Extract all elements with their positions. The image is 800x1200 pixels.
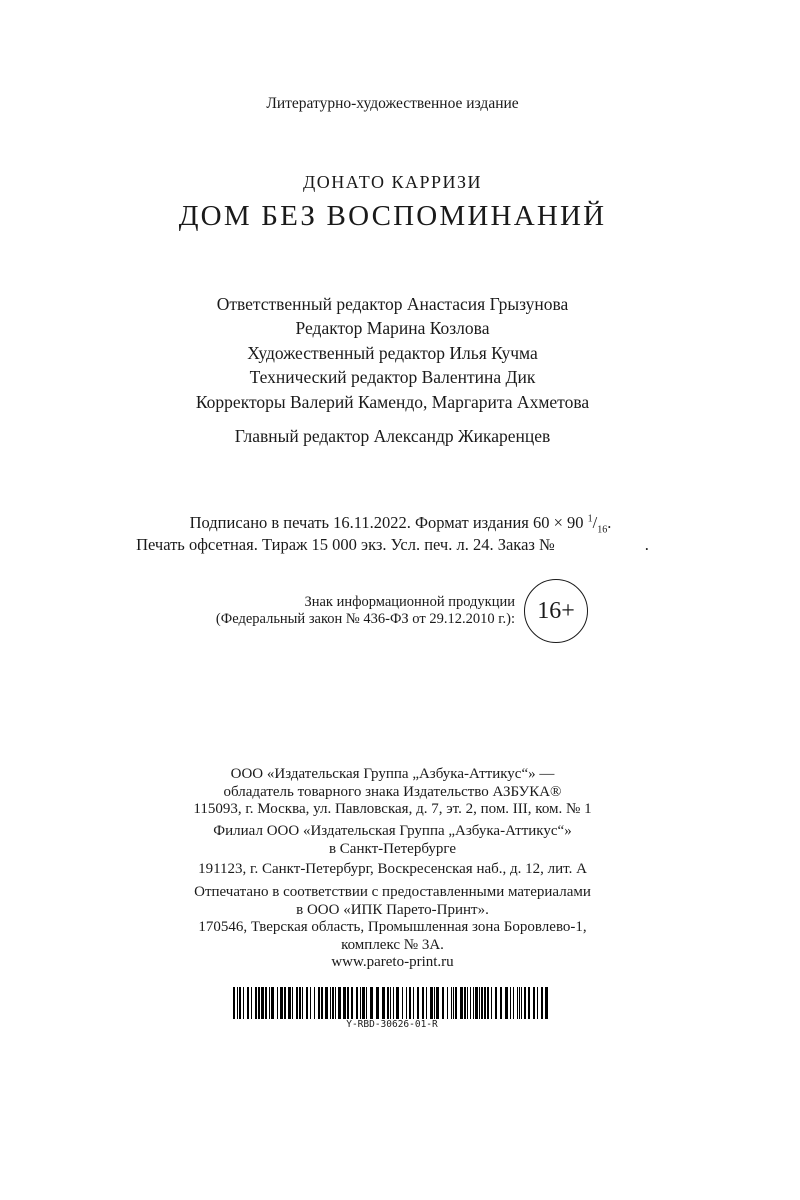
barcode-bar xyxy=(413,987,414,1019)
barcode-bar xyxy=(406,987,407,1019)
barcode-bar xyxy=(513,987,514,1019)
barcode-bar xyxy=(318,987,320,1019)
barcode-bar xyxy=(292,987,293,1019)
barcode-bar xyxy=(470,987,471,1019)
barcode-bar xyxy=(517,987,518,1019)
barcode-bar xyxy=(382,987,385,1019)
barcode-bar xyxy=(491,987,492,1019)
barcode-bar xyxy=(321,987,323,1019)
imprint-line: комплекс № 3А. xyxy=(341,936,444,953)
barcode-bar xyxy=(460,987,463,1019)
barcode-bar xyxy=(356,987,358,1019)
age-sign-line2: (Федеральный закон № 436-ФЗ от 29.12.2010 г.): xyxy=(215,611,515,627)
age-sign-line1: Знак информационной продукции xyxy=(304,594,515,610)
barcode-bar xyxy=(335,987,336,1019)
credit-line: Корректоры Валерий Камендо, Маргарита Ахметова xyxy=(195,392,590,412)
barcode-bar xyxy=(434,987,435,1019)
imprint-line: Отпечатано в соответствии с предоставленными материалами xyxy=(194,884,591,900)
barcode-bar xyxy=(447,987,448,1019)
barcode-bar xyxy=(314,987,315,1019)
fraction-end: . xyxy=(607,513,612,532)
barcode-bar xyxy=(442,987,444,1019)
barcode-bar xyxy=(296,987,298,1019)
imprint-line: 170546, Тверская область, Промышленная зона Боровлево-1, xyxy=(198,919,587,935)
imprint-line: www.pareto-print.ru xyxy=(331,954,454,970)
barcode-bar xyxy=(271,987,274,1019)
barcode-bar xyxy=(265,987,267,1019)
barcode-bar xyxy=(475,987,478,1019)
credit-line: Технический редактор Валентина Дик xyxy=(249,367,536,387)
barcode-bar xyxy=(299,987,301,1019)
imprint-line: ООО «Издательская Группа „Азбука-Аттикус“» — xyxy=(230,766,555,782)
barcode-bar xyxy=(351,987,353,1019)
barcode xyxy=(233,987,551,1019)
barcode-bar xyxy=(247,987,249,1019)
barcode-bar xyxy=(510,987,511,1019)
barcode-bar xyxy=(505,987,508,1019)
barcode-bar xyxy=(541,987,543,1019)
barcode-bar xyxy=(347,987,349,1019)
barcode-bar xyxy=(533,987,535,1019)
barcode-bar xyxy=(325,987,328,1019)
barcode-bar xyxy=(360,987,361,1019)
print-info-line2 xyxy=(0,535,785,555)
barcode-bar xyxy=(362,987,365,1019)
credit-line: Редактор Марина Козлова xyxy=(295,318,490,338)
barcode-bar xyxy=(284,987,286,1019)
barcode-bar xyxy=(258,987,260,1019)
barcode-bar xyxy=(524,987,526,1019)
barcode-bar xyxy=(269,987,270,1019)
fraction-denominator: 16 xyxy=(597,524,608,536)
barcode-bar xyxy=(251,987,252,1019)
barcode-bar xyxy=(453,987,454,1019)
barcode-bar xyxy=(330,987,331,1019)
barcode-bar xyxy=(473,987,474,1019)
print-info-line1: Подписано в печать 16.11.2022. Формат издания 60 × 90 $^1/_{16}$. xyxy=(189,513,612,536)
barcode-bar xyxy=(280,987,283,1019)
barcode-bar xyxy=(479,987,480,1019)
order-end: . xyxy=(644,535,649,554)
barcode-bar xyxy=(390,987,391,1019)
barcode-bar xyxy=(255,987,257,1019)
barcode-bar xyxy=(481,987,483,1019)
barcode-bar xyxy=(338,987,341,1019)
barcode-bar xyxy=(467,987,468,1019)
book-title: ДОМ БЕЗ ВОСПОМИНАНИЙ xyxy=(178,200,607,232)
barcode-bar xyxy=(261,987,264,1019)
barcode-bar xyxy=(484,987,486,1019)
imprint-line: 115093, г. Москва, ул. Павловская, д. 7, эт. 2, пом. III, ком. № 1 xyxy=(193,801,592,817)
credit-line: Ответственный редактор Анастасия Грызунова xyxy=(216,294,569,314)
author-name: ДОНАТО КАРРИЗИ xyxy=(303,172,482,192)
barcode-bar xyxy=(487,987,489,1019)
barcode-bar xyxy=(387,987,389,1019)
barcode-bar xyxy=(370,987,373,1019)
imprint-line: Филиал ООО «Издательская Группа „Азбука-Аттикус“» xyxy=(213,823,572,839)
barcode-bar xyxy=(237,987,238,1019)
age-rating-badge: 16+ xyxy=(524,579,588,643)
chief-editor: Главный редактор Александр Жикаренцев xyxy=(234,426,551,446)
imprint-line: обладатель товарного знака Издательство АЗБУКА® xyxy=(223,783,562,800)
barcode-bar xyxy=(396,987,399,1019)
imprint-line: в ООО «ИПК Парето-Принт». xyxy=(296,901,489,918)
barcode-bar xyxy=(302,987,303,1019)
barcode-bar xyxy=(545,987,548,1019)
credit-line: Художественный редактор Илья Кучма xyxy=(247,343,538,363)
imprint-line: в Санкт-Петербурге xyxy=(328,840,457,857)
barcode-bar xyxy=(519,987,520,1019)
barcode-bar xyxy=(239,987,241,1019)
print-info-text: Печать офсетная. Тираж 15 000 экз. Усл. печ. л. 24. Заказ № xyxy=(136,535,555,554)
barcode-bar xyxy=(521,987,522,1019)
barcode-bar xyxy=(528,987,530,1019)
imprint-line: 191123, г. Санкт-Петербург, Воскресенская наб., д. 12, лит. А xyxy=(198,861,587,877)
age-sign-label xyxy=(216,594,515,628)
barcode-bar xyxy=(436,987,439,1019)
barcode-bar xyxy=(233,987,235,1019)
barcode-bar xyxy=(537,987,538,1019)
barcode-bar xyxy=(366,987,367,1019)
barcode-bar xyxy=(376,987,379,1019)
barcode-bar xyxy=(464,987,466,1019)
print-info-text: Подписано в печать 16.11.2022. Формат издания 60 × 90 xyxy=(189,513,588,532)
barcode-bar xyxy=(430,987,433,1019)
barcode-bar xyxy=(495,987,497,1019)
barcode-bar xyxy=(306,987,308,1019)
barcode-bar xyxy=(393,987,394,1019)
barcode-bar xyxy=(409,987,411,1019)
barcode-bar xyxy=(451,987,452,1019)
genre-label: Литературно-художественное издание xyxy=(266,95,519,112)
barcode-text: Y-RBD-30626-01-R xyxy=(346,1019,438,1030)
barcode-bar xyxy=(500,987,502,1019)
barcode-bar xyxy=(417,987,419,1019)
barcode-bar xyxy=(243,987,244,1019)
barcode-bar xyxy=(277,987,278,1019)
barcode-bar xyxy=(455,987,457,1019)
barcode-bar xyxy=(310,987,311,1019)
fraction-numerator: 1 xyxy=(587,513,593,525)
barcode-bar xyxy=(288,987,291,1019)
barcode-bar xyxy=(402,987,403,1019)
barcode-bar xyxy=(332,987,334,1019)
barcode-bar xyxy=(426,987,427,1019)
barcode-bar xyxy=(343,987,346,1019)
barcode-bar xyxy=(422,987,424,1019)
